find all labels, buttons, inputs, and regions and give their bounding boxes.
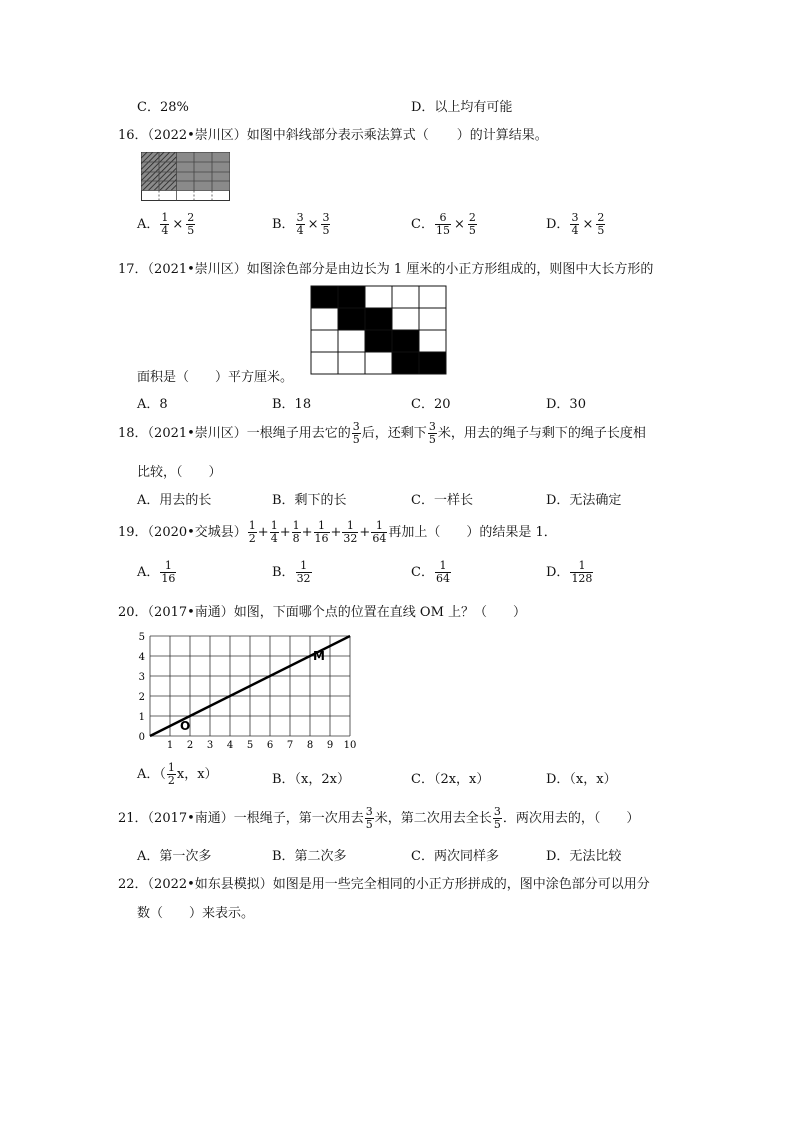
q19-option-a: A． $\frac{1}{16}$ [137,559,176,585]
y-tick-label: 4 [138,652,145,663]
q20-option-d: D．（x，x） [546,772,617,787]
q20-option-c: C．（2x，x） [411,772,490,787]
q16-option-d: D． $\frac{3}{4}$ × $\frac{2}{5}$ [546,211,605,237]
q18-option-a: A．用去的长 [137,493,212,508]
q17-option-a: A．8 [137,397,168,412]
q15-option-d: D．以上均有可能 [411,100,513,115]
q21-option-b: B．第二次多 [272,849,347,864]
q19-option-c: C． $\frac{1}{64}$ [411,559,450,585]
q17-option-b: B．18 [272,397,312,412]
q18-option-b: B．剩下的长 [272,493,347,508]
q16-stem-a: 16．（2022•崇川区）如图中斜线部分表示乘法算式（ [118,128,429,143]
y-tick-label: 5 [138,632,145,643]
q18-option-c: C．一样长 [411,493,473,508]
q16-option-a: A． $\frac{1}{4}$ × $\frac{2}{5}$ [137,211,195,237]
q18-stem: 18．（2021•崇川区）一根绳子用去它的 $\frac{3}{5}$ 后，还剩下 $\frac{3}{5}$ 米，用去的绳子与剩下的绳子长度相 [118,420,646,446]
point-label-m: M [313,649,325,663]
q16-option-c: C． $\frac{6}{15}$ × $\frac{2}{5}$ [411,211,476,237]
x-tick-label: 5 [246,740,254,751]
q21-option-d: D．无法比较 [546,849,622,864]
y-tick-label: 3 [138,672,145,683]
q20-option-b: B．（x，2x） [272,772,350,787]
q21-stem: 21．（2017•南通）一根绳子，第一次用去 $\frac{3}{5}$ 米，第二次用去全长 $\frac{3}{5}$ ．两次用去的，（ ） [118,805,640,831]
q17-option-d: D．30 [546,397,586,412]
q17-option-c: C．20 [411,397,451,412]
q22-stem-line2: 数（ ）来表示。 [137,906,255,921]
q18-option-d: D．无法确定 [546,493,622,508]
x-tick-label: 1 [166,740,174,751]
q16-option-b: B． $\frac{3}{4}$ × $\frac{3}{5}$ [272,211,330,237]
point-label-o: O [180,719,191,733]
q19-option-b: B． $\frac{1}{32}$ [272,559,311,585]
q15-option-c: C．28% [137,100,189,115]
q16-shaded-grid-figure [141,152,233,203]
q16-stem [118,124,548,143]
x-tick-label: 8 [306,740,314,751]
q20-stem: 20．（2017•南通）如图，下面哪个点的位置在直线 OM 上？（ ） [118,605,527,620]
q21-option-a: A．第一次多 [137,849,212,864]
y-tick-label: 0 [138,732,145,743]
q20-option-a: A．（ $\frac{1}{2}$ x，x） [137,761,218,787]
y-tick-label: 1 [138,712,145,723]
x-tick-label: 3 [206,740,214,751]
q17-black-squares-grid-figure [310,285,448,375]
q17-stem-line2: 面积是（ ）平方厘米。 [137,370,294,385]
q19-option-d: D． $\frac{1}{128}$ [546,559,593,585]
q21-option-c: C．两次同样多 [411,849,499,864]
x-tick-label: 10 [343,740,357,751]
y-tick-label: 2 [138,692,145,703]
q19-stem: 19．（2020•交城县） $\frac{1}{2}$ + $\frac{1}{4}$ + $\frac{1}{8}$ + $\frac{1}{16}$ + $\frac{1}{32}$ + $\frac{1}{64}$ 再加上（ ）的结果是 1． [118,519,557,545]
x-tick-label: 4 [226,740,234,751]
q22-stem: 22．（2022•如东县模拟）如图是用一些完全相同的小正方形拼成的，图中涂色部分可以用分 [118,877,650,892]
x-tick-label: 2 [186,740,194,751]
q16-stem-b: ）的计算结果。 [456,128,548,143]
x-tick-label: 9 [326,740,334,751]
x-tick-label: 7 [286,740,294,751]
x-tick-label: 6 [266,740,274,751]
q17-stem: 17．（2021•崇川区）如图涂色部分是由边长为 1 厘米的小正方形组成的，则图中大长方形的 [118,262,654,277]
q18-stem-line2: 比较，（ ） [137,465,222,480]
q20-line-chart [136,626,368,754]
